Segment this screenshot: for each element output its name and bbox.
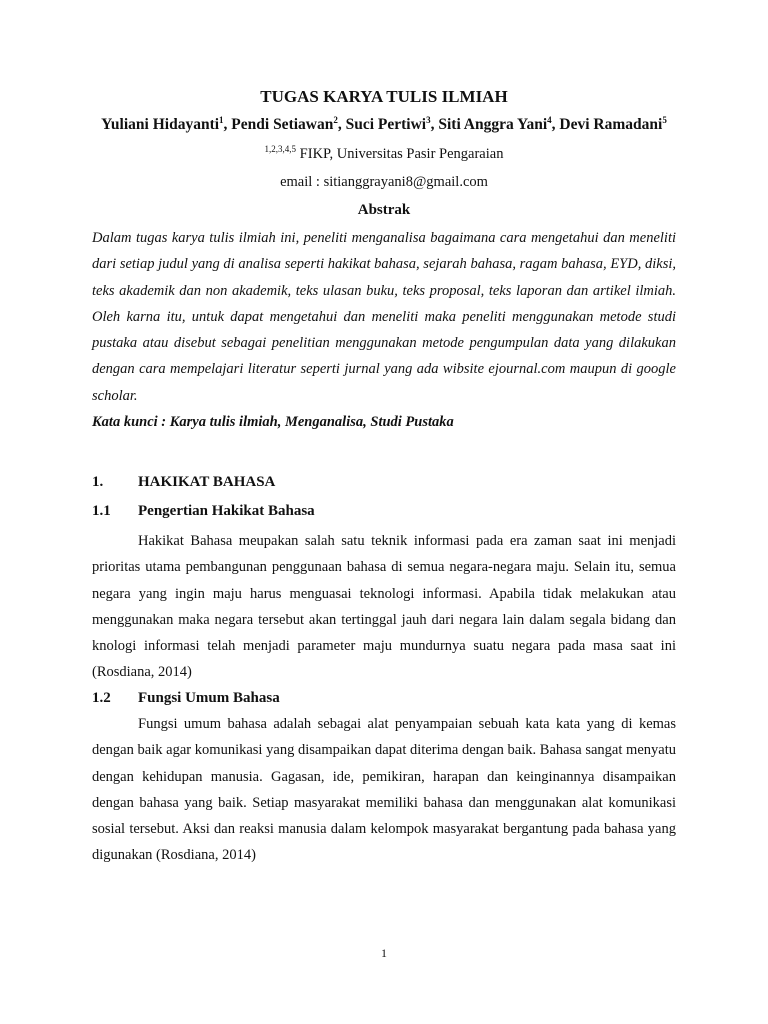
abstract-text: Dalam tugas karya tulis ilmiah ini, peneliti menganalisa bagaimana cara mengetahui dan meneliti dari setiap judul yang di analisa seperti hakikat bahasa, sejarah bahasa, ragam bahasa, EYD, diksi, teks akademik dan non akademik, teks ulasan buku, teks proposal, teks laporan dan artikel ilmiah. Oleh karna itu, untuk dapat mengetahui dan meneliti maka peneliti menggunakan metode studi pustaka atau disebut sebagai penelitian menggunakan metode pengumpulan data yang dilakukan dengan cara mempelajari literatur seperti jurnal yang ada wibsite ejournal.com maupun di google scholar. <box>92 230 676 404</box>
author-list <box>0 116 768 134</box>
author-sup: 3 <box>426 114 431 125</box>
affiliation-text: FIKP, Universitas Pasir Pengaraian <box>296 146 504 162</box>
section-paragraph-1-1: Hakikat Bahasa meupakan salah satu teknik informasi pada era zaman saat ini menjadi prioritas utama pembangunan penggunaan bahasa di semua negara-negara maju. Selain itu, semua negara yang ingin maju harus menguasai teknologi informasi. Apabila tidak melakukan atau menggunakan maka negara tersebut akan tertinggal jauh dari negara lain dalam segala bidang dan knologi informasi telah menjadi parameter maju mundurnya suatu negara pada masa saat ini (Rosdiana, 2014) <box>92 533 676 681</box>
page-number: 1 <box>381 946 387 960</box>
author-name: Pendi Setiawan <box>231 116 334 133</box>
section-heading-1-1 <box>92 503 315 520</box>
author-separator: , <box>430 116 439 133</box>
author-name: Siti Anggra Yani <box>438 116 548 133</box>
author-name: Suci Pertiwi <box>345 116 427 133</box>
section-title: Fungsi Umum Bahasa <box>138 690 280 706</box>
section-number: 1.2 <box>92 690 111 706</box>
author-separator: , <box>551 116 560 133</box>
section-heading-1 <box>92 474 275 491</box>
author-name: Devi Ramadani <box>559 116 663 133</box>
paper-title: TUGAS KARYA TULIS ILMIAH <box>260 87 508 106</box>
abstract-heading: Abstrak <box>357 202 411 218</box>
author-name: Yuliani Hidayanti <box>101 116 220 133</box>
author-sup: 4 <box>547 114 552 125</box>
section-heading-1-2 <box>92 690 280 707</box>
author-sup: 1 <box>219 114 224 125</box>
section-paragraph-1-2: Fungsi umum bahasa adalah sebagai alat penyampaian sebuah kata kata yang di kemas dengan baik agar komunikasi yang disampaikan dapat diterima dengan baik. Bahasa sangat menyatu dengan kehidupan manusia. Gagasan, ide, pemikiran, harapan dan keinginannya disampaikan dengan bahasa yang baik. Setiap masyarakat memiliki bahasa dan menggunakan alat komunikasi sosial tersebut. Aksi dan reaksi manusia dalam kelompok masyarakat bergantung pada bahasa yang digunakan (Rosdiana, 2014) <box>92 716 676 864</box>
section-title: HAKIKAT BAHASA <box>138 474 276 490</box>
author-separator: , <box>337 116 346 133</box>
author-sup: 5 <box>662 114 667 125</box>
author-separator: , <box>223 116 232 133</box>
author-sup: 2 <box>333 114 338 125</box>
keywords: Kata kunci : Karya tulis ilmiah, Menganalisa, Studi Pustaka <box>92 414 454 430</box>
section-number: 1.1 <box>92 503 111 519</box>
section-title: Pengertian Hakikat Bahasa <box>138 503 315 519</box>
section-number: 1. <box>92 474 104 490</box>
affiliation-sup: 1,2,3,4,5 <box>264 144 297 155</box>
affiliation <box>0 146 768 163</box>
author-email: email : sitianggrayani8@gmail.com <box>280 174 488 190</box>
